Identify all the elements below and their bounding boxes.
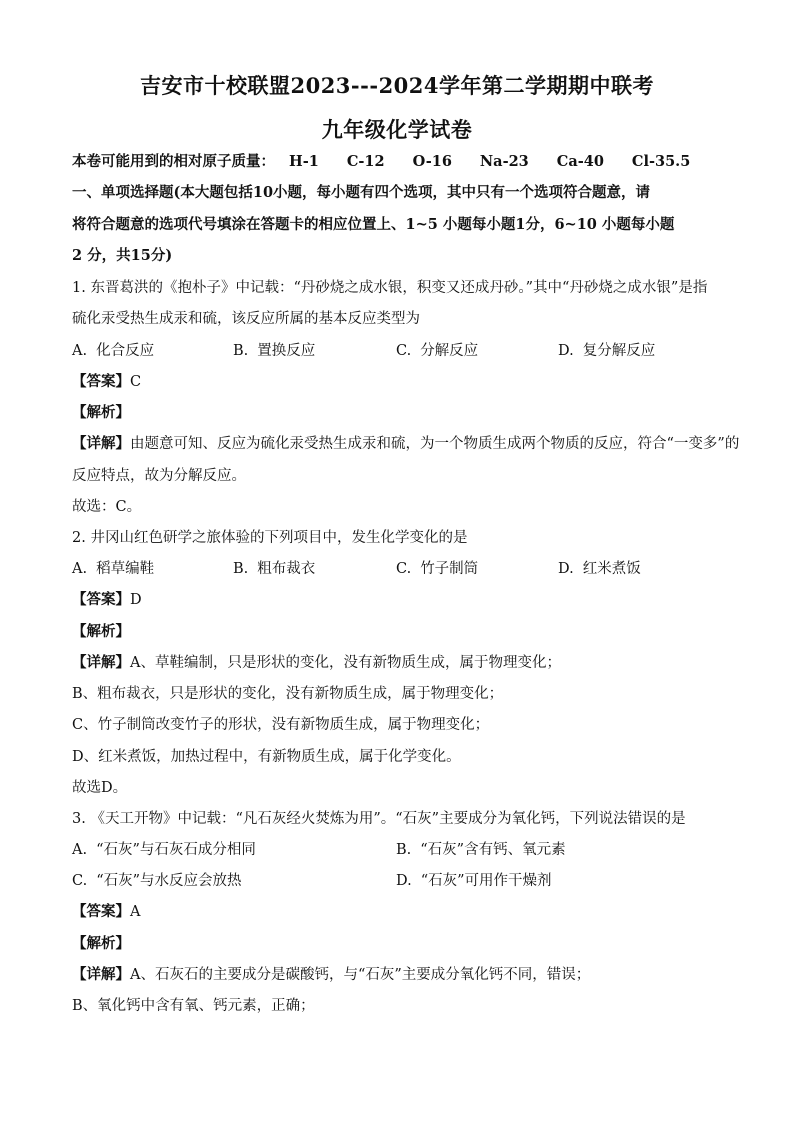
conclusion-line: 故选：C。 [72, 499, 142, 515]
option-d: D. 复分解反应 [558, 343, 656, 359]
answer-line [72, 370, 141, 391]
option-d: D. “石灰”可用作干燥剂 [396, 873, 552, 889]
conclusion-line: 故选D。 [72, 780, 128, 796]
section-heading-line: 将符合题意的选项代号填涂在答题卡的相应位置上、1~5 小题每小题1分，6~10 小题每小题 [72, 216, 675, 233]
option-d: D. 红米煮饭 [558, 561, 641, 577]
atomic-mass-line [72, 150, 718, 171]
option-b: B. 置换反应 [233, 343, 316, 359]
detail-tag: 【详解】 [72, 654, 130, 671]
section-heading-line: 2 分，共15分) [72, 247, 173, 264]
detail-line: D、红米煮饭，加热过程中，有新物质生成，属于化学变化。 [72, 749, 461, 765]
answer-tag: 【答案】 [72, 903, 130, 920]
option-b: B. 粗布裁衣 [233, 561, 316, 577]
detail-line: 【详解】A、石灰石的主要成分是碳酸钙，与“石灰”主要成分氧化钙不同，错误； [72, 966, 591, 983]
atomic-mass-item: Cl-35.5 [631, 153, 691, 170]
answer-value: A [130, 904, 141, 920]
detail-line: 反应特点，故为分解反应。 [72, 468, 246, 484]
question-stem: 3. 《天工开物》中记载：“凡石灰经火焚炼为用”。“石灰”主要成分为氧化钙，下列说法错误的是 [72, 811, 686, 827]
exam-subtitle: 九年级化学试卷 [321, 117, 473, 142]
detail-line: B、粗布裁衣，只是形状的变化，没有新物质生成，属于物理变化； [72, 686, 504, 702]
option-c: C. “石灰”与水反应会放热 [72, 873, 242, 889]
detail-line: 【详解】由题意可知、反应为硫化汞受热生成汞和硫，为一个物质生成两个物质的反应，符合“一变多”的 [72, 435, 740, 452]
option-a: A. 稻草编鞋 [72, 561, 155, 577]
section-heading-line: 一、单项选择题(本大题包括10小题，每小题有四个选项，其中只有一个选项符合题意，请 [72, 184, 651, 201]
atomic-mass-item: O-16 [412, 153, 452, 170]
answer-value: D [130, 592, 142, 608]
analysis-tag: 【解析】 [72, 404, 130, 421]
question-stem: 硫化汞受热生成汞和硫，该反应所属的基本反应类型为 [72, 311, 420, 327]
option-c: C. 竹子制筒 [396, 561, 479, 577]
atomic-mass-item: H-1 [289, 153, 319, 170]
question-stem: 1. 东晋葛洪的《抱朴子》中记载：“丹砂烧之成水银，积变又还成丹砂。”其中“丹砂烧之成水银”是指 [72, 280, 708, 296]
answer-tag: 【答案】 [72, 591, 130, 608]
option-c: C. 分解反应 [396, 343, 479, 359]
answer-value: C [130, 374, 142, 390]
answer-line [72, 588, 142, 609]
detail-line: C、竹子制筒改变竹子的形状，没有新物质生成，属于物理变化； [72, 717, 490, 733]
atomic-mass-item: C-12 [346, 153, 385, 170]
detail-line: 【详解】A、草鞋编制，只是形状的变化，没有新物质生成，属于物理变化； [72, 654, 561, 671]
atomic-mass-item: Ca-40 [556, 153, 604, 170]
option-a: A. “石灰”与石灰石成分相同 [72, 842, 256, 858]
detail-tag: 【详解】 [72, 966, 130, 983]
option-b: B. “石灰”含有钙、氧元素 [396, 842, 566, 858]
atomic-mass-item: Na-23 [479, 153, 529, 170]
detail-line: B、氧化钙中含有氧、钙元素，正确； [72, 998, 315, 1014]
analysis-tag: 【解析】 [72, 935, 130, 952]
analysis-tag: 【解析】 [72, 623, 130, 640]
option-a: A. 化合反应 [72, 343, 155, 359]
atomic-mass-label: 本卷可能用到的相对原子质量： [72, 153, 275, 170]
exam-title: 吉安市十校联盟2023---2024学年第二学期期中联考 [139, 73, 655, 98]
answer-line [72, 900, 140, 921]
detail-tag: 【详解】 [72, 435, 130, 452]
answer-tag: 【答案】 [72, 373, 130, 390]
question-stem: 2. 井冈山红色研学之旅体验的下列项目中，发生化学变化的是 [72, 530, 468, 546]
